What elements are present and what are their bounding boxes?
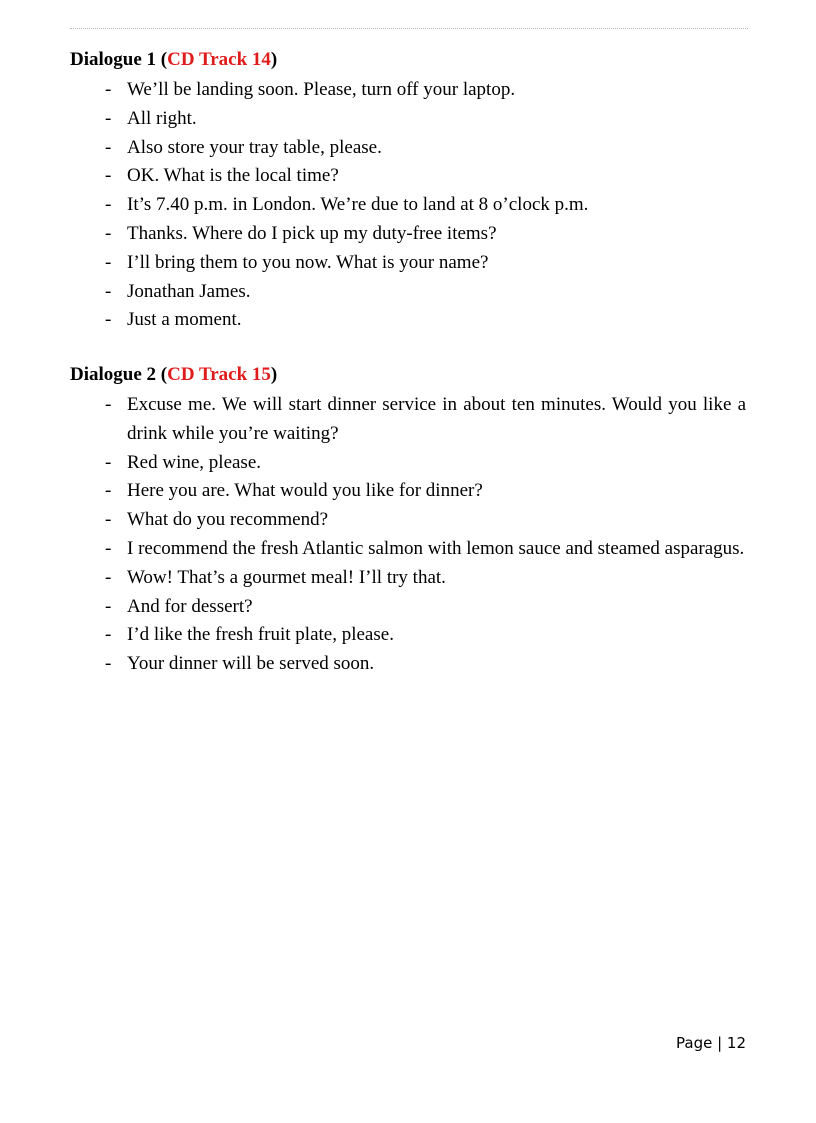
bullet-dash: - [105,537,112,559]
dialogue-2-close-paren: ) [270,364,278,385]
line-text: OK. What is the local time? [127,165,339,187]
bullet-dash: - [105,251,112,273]
bullet-dash: - [105,394,112,415]
dialogue-line [70,391,746,449]
dialogue-line [70,220,746,249]
dialogue-line [70,191,746,220]
bullet-dash: - [105,480,112,502]
line-text: Also store your tray table, please. [127,136,382,158]
line-text: Red wine, please. [127,451,262,473]
dialogue-line [70,76,746,105]
dialogue-line [70,477,746,506]
dialogue-2-label: Dialogue 2 ( [70,364,168,385]
dialogue-2-section [70,362,748,679]
bullet-dash: - [105,566,112,588]
bullet-dash: - [105,136,112,158]
dialogue-line [70,535,746,564]
line-text: And for dessert? [127,595,253,617]
dialogue-1-section [70,47,748,335]
dialogue-1-lines [70,76,748,335]
bullet-dash: - [105,165,112,187]
bullet-dash: - [105,509,112,531]
line-text: Here you are. What would you like for dinner? [127,480,483,502]
header-divider [70,28,748,29]
bullet-dash: - [105,280,112,302]
line-text: All right. [127,107,197,129]
dialogue-line [70,564,746,593]
dialogue-2-heading [70,362,748,388]
dialogue-2-track: CD Track 15 [167,364,271,385]
bullet-dash: - [105,309,112,331]
dialogue-line [70,621,746,650]
line-text: Excuse me. We will start dinner service in about ten minutes. Would you like a drink while you’re waiting? [127,394,746,444]
line-text: We’ll be landing soon. Please, turn off your laptop. [127,79,516,100]
line-text: Your dinner will be served soon. [127,653,375,675]
line-text: I’d like the fresh fruit plate, please. [127,624,394,646]
line-text: Thanks. Where do I pick up my duty-free items? [127,222,497,244]
bullet-dash: - [105,107,112,129]
dialogue-line [70,134,746,163]
dialogue-line [70,162,746,191]
line-text: I’ll bring them to you now. What is your name? [127,251,489,273]
dialogue-line [70,449,746,478]
bullet-dash: - [105,451,112,473]
dialogue-line [70,278,746,307]
bullet-dash: - [105,624,112,646]
bullet-dash: - [105,595,112,617]
dialogue-line [70,650,746,679]
bullet-dash: - [105,222,112,244]
dialogue-1-track: CD Track 14 [167,49,271,70]
dialogue-line [70,105,746,134]
line-text: What do you recommend? [127,509,329,531]
dialogue-line [70,249,746,278]
line-text: It’s 7.40 p.m. in London. We’re due to land at 8 o’clock p.m. [127,194,589,216]
dialogue-1-close-paren: ) [270,49,278,70]
dialogue-line [70,306,746,335]
bullet-dash: - [105,194,112,216]
dialogue-2-lines [70,391,748,679]
line-text: Wow! That’s a gourmet meal! I’ll try that. [127,566,446,588]
bullet-dash: - [105,653,112,675]
line-text: I recommend the fresh Atlantic salmon with lemon sauce and steamed asparagus. [127,537,745,559]
dialogue-1-heading [70,47,748,73]
page-number: Page | 12 [676,1034,746,1052]
line-text: Jonathan James. [127,280,251,302]
dialogue-1-label: Dialogue 1 ( [70,49,168,70]
line-text: Just a moment. [127,309,242,331]
dialogue-line [70,506,746,535]
dialogue-line [70,593,746,622]
bullet-dash: - [105,79,112,100]
